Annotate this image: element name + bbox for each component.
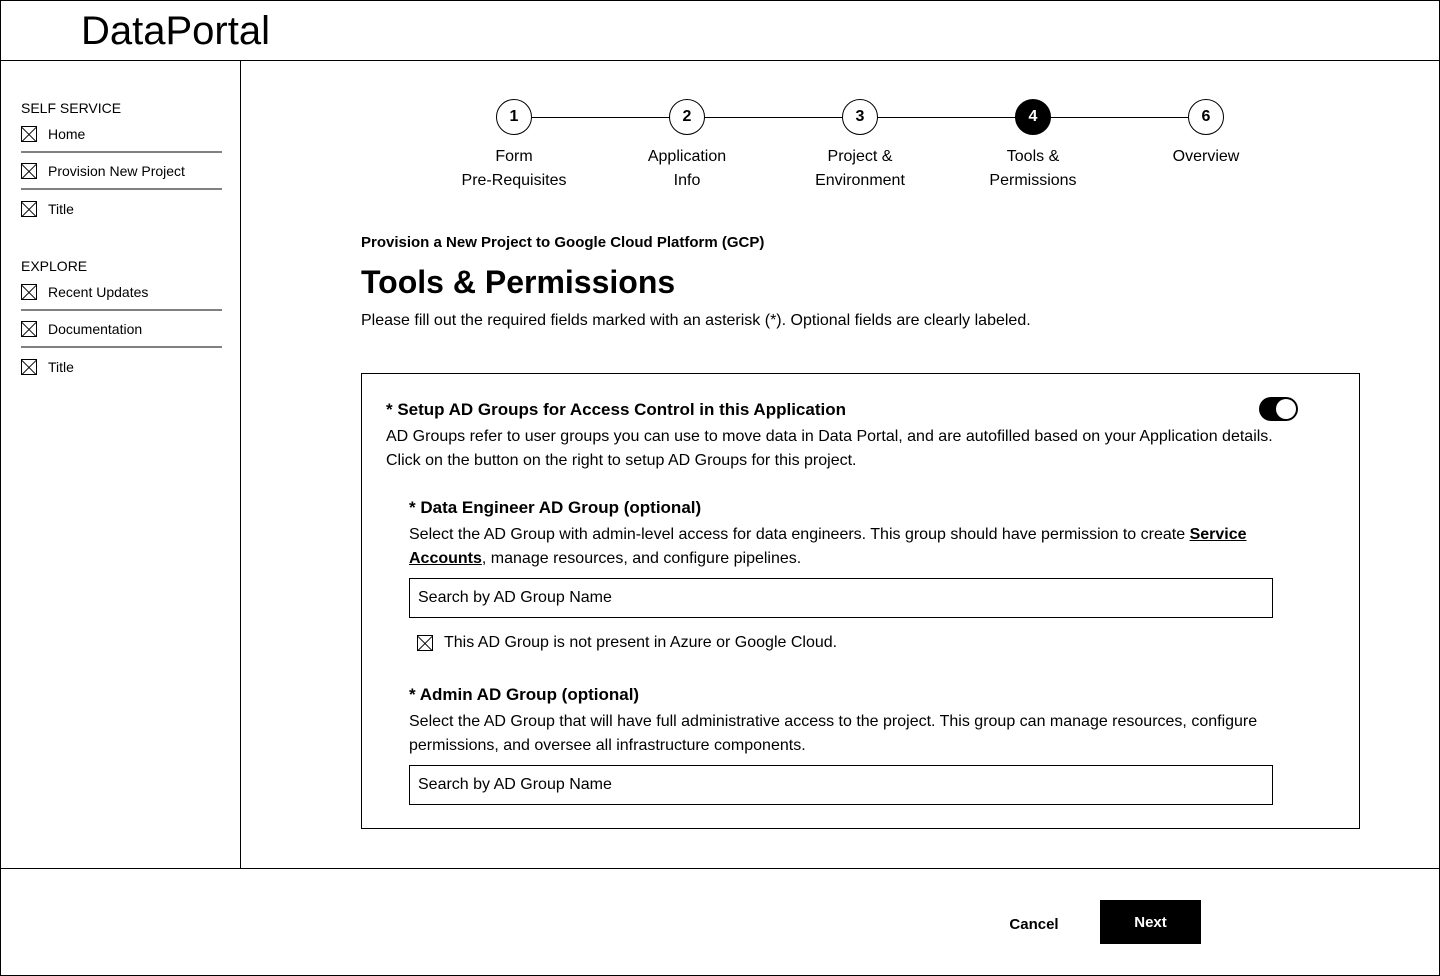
placeholder-icon (21, 126, 37, 142)
step-2[interactable] (607, 99, 767, 193)
step-1[interactable] (434, 99, 594, 193)
sidebar-item-provision-new-project[interactable] (21, 153, 222, 190)
step-4-current[interactable] (953, 99, 1113, 193)
step-number: 1 (496, 99, 532, 135)
service-accounts-link[interactable]: Service Accounts (409, 526, 1247, 567)
page-subtitle: Provision a New Project to Google Cloud Platform (GCP) (361, 234, 765, 251)
step-number: 4 (1015, 99, 1051, 135)
ad-groups-card (361, 373, 1360, 829)
card-title: * Setup AD Groups for Access Control in this Application (386, 400, 846, 419)
admin-search-input[interactable]: Search by AD Group Name (409, 765, 1273, 805)
step-label: Overview (1172, 148, 1240, 165)
desc-text: Select the AD Group with admin-level access for data engineers. This group should have permission to create (409, 526, 1190, 543)
placeholder-icon (21, 284, 37, 300)
next-button[interactable]: Next (1100, 900, 1201, 944)
data-engineer-title: * Data Engineer AD Group (optional) (409, 498, 702, 517)
sidebar-item-label: Home (48, 125, 86, 142)
page-title: Tools & Permissions (361, 264, 676, 300)
placeholder-icon (21, 359, 37, 375)
app-logo: DataPortal (81, 9, 270, 53)
section-explore: EXPLORE (21, 258, 88, 274)
step-number: 2 (669, 99, 705, 135)
sidebar-item-recent-updates[interactable] (21, 274, 222, 311)
step-label: Application Info (647, 148, 727, 189)
data-engineer-description (409, 523, 1269, 571)
checkbox-label: This AD Group is not present in Azure or Google Cloud. (444, 634, 838, 651)
step-number: 6 (1188, 99, 1224, 135)
sidebar-item-documentation[interactable] (21, 311, 222, 348)
step-label: Tools & Permissions (989, 148, 1077, 189)
page-description: Please fill out the required fields marked with an asterisk (*). Optional fields are clearly labeled. (361, 312, 1031, 329)
sidebar-item-home[interactable] (21, 116, 222, 153)
footer (0, 868, 1440, 976)
sidebar (0, 60, 241, 869)
step-6[interactable] (1126, 99, 1286, 169)
desc-text: , manage resources, and configure pipelines. (481, 550, 802, 567)
step-3[interactable] (780, 99, 940, 193)
sidebar-item-label: Title (48, 358, 74, 375)
placeholder-icon (21, 163, 37, 179)
step-label: Project & Environment (815, 148, 905, 189)
data-engineer-search-input[interactable]: Search by AD Group Name (409, 578, 1273, 618)
step-label: Form Pre-Requisites (461, 148, 567, 189)
admin-title: * Admin AD Group (optional) (409, 685, 640, 704)
sidebar-item-label: Recent Updates (48, 283, 149, 300)
sidebar-item-title[interactable] (21, 190, 222, 227)
step-number: 3 (842, 99, 878, 135)
ad-groups-toggle[interactable] (1259, 397, 1298, 421)
header (0, 0, 1440, 61)
checkbox-icon (417, 635, 433, 651)
not-present-checkbox[interactable] (417, 631, 837, 655)
placeholder-icon (21, 321, 37, 337)
admin-description: Select the AD Group that will have full administrative access to the project. This group can manage resources, configure permissions, and oversee all infrastructure components. (409, 713, 1258, 754)
sidebar-item-title-2[interactable] (21, 348, 222, 385)
cancel-button[interactable]: Cancel (990, 912, 1078, 936)
sidebar-item-label: Title (48, 200, 74, 217)
placeholder-icon (21, 201, 37, 217)
sidebar-item-label: Documentation (48, 320, 143, 337)
sidebar-item-label: Provision New Project (48, 162, 185, 179)
section-self-service: SELF SERVICE (21, 100, 122, 116)
card-description: AD Groups refer to user groups you can use to move data in Data Portal, and are autofilled based on your Application details. Click on the button on the right to setup AD Groups for this project. (386, 428, 1273, 469)
